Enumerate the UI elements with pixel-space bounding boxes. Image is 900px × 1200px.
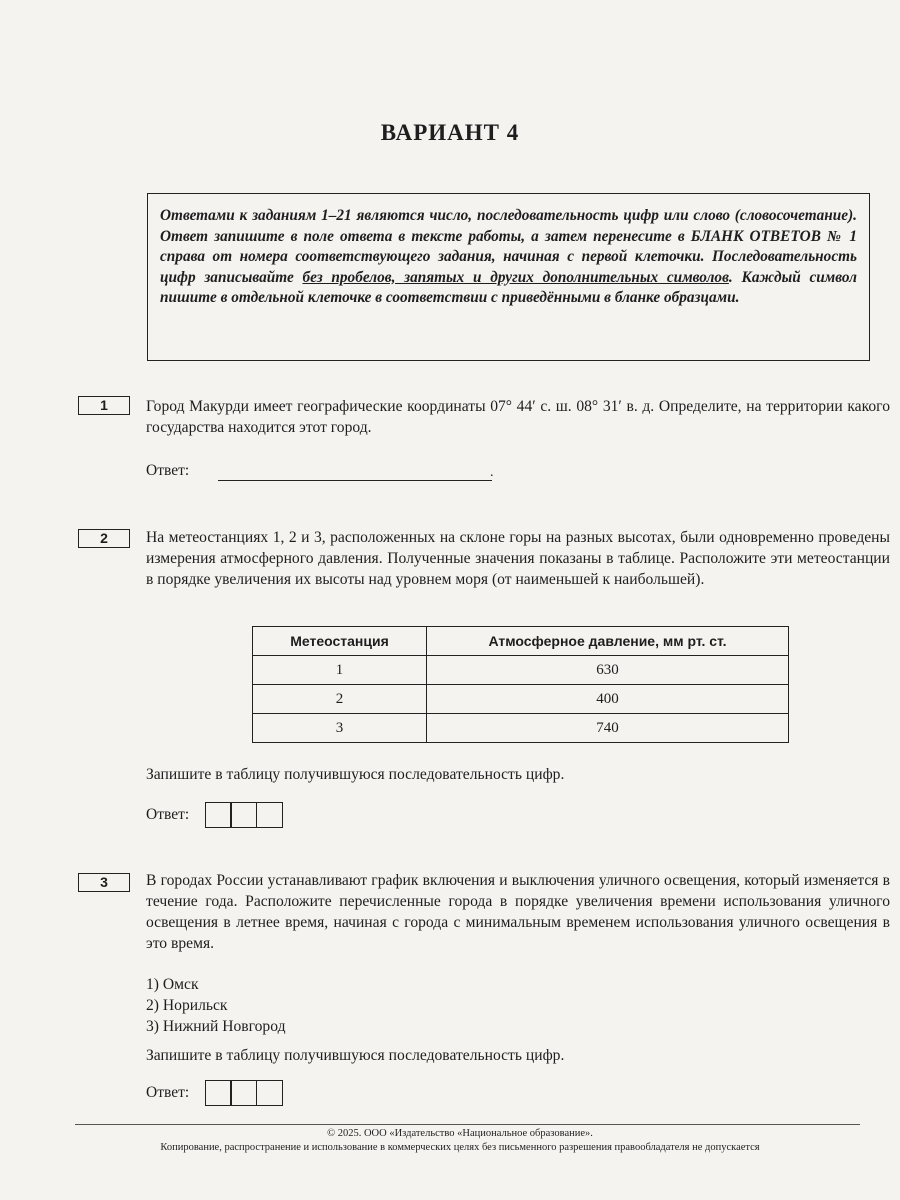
footer-divider <box>75 1124 860 1125</box>
table-cell-station: 2 <box>253 685 427 714</box>
question-3-instruction: Запишите в таблицу получившуюся последовательность цифр. <box>146 1047 565 1064</box>
table-cell-pressure: 400 <box>427 685 789 714</box>
footer-notice: Копирование, распространение и использование в коммерческих целях без письменного разрешения правообладателя не допускается <box>160 1142 760 1153</box>
page-title: ВАРИАНТ 4 <box>380 120 520 145</box>
answer-cell[interactable] <box>256 802 283 828</box>
answer-label-1: Ответ: <box>146 462 190 479</box>
question-3-text: В городах России устанавливают график включения и выключения уличного освещения, который изменяется в течение года. Расположите перечисленные города в порядке увеличения времени использования уличного освещения в летнее время, начиная с города с минимальным временем использования уличного освещения в это время. <box>146 872 890 952</box>
question-2-text: На метеостанциях 1, 2 и 3, расположенных на склоне горы на разных высотах, были одновременно проведены измерения атмосферного давления. Полученные значения показаны в таблице. Расположите эти метеостанции в порядке увеличения их высоты над уровнем моря (от наименьшей к наибольшей). <box>146 529 890 588</box>
table-cell-station: 3 <box>253 714 427 743</box>
question-number-3: 3 <box>78 873 130 892</box>
table-row <box>253 714 789 743</box>
table-cell-pressure: 740 <box>427 714 789 743</box>
answer-cell[interactable] <box>230 802 257 828</box>
footer-copyright: © 2025. ООО «Издательство «Национальное образование». <box>327 1128 593 1139</box>
weather-station-table <box>252 626 789 743</box>
option-2: 2) Норильск <box>146 997 228 1014</box>
table-cell-pressure: 630 <box>427 656 789 685</box>
answer-field-1[interactable] <box>218 480 492 481</box>
instructions-underlined: без пробелов, запятых и других дополнительных символов <box>302 268 729 286</box>
table-header-pressure: Атмосферное давление, мм рт. ст. <box>427 627 789 656</box>
question-1-text: Город Макурди имеет географические координаты 07° 44′ с. ш. 08° 31′ в. д. Определите, на территории какого государства находится этот город. <box>146 398 890 436</box>
table-header-station: Метеостанция <box>253 627 427 656</box>
instructions-text-end: . Каждый символ пишите в отдельной клеточке в соответствии с приведёнными в бланке образцами. <box>160 268 858 306</box>
option-1: 1) Омск <box>146 976 199 993</box>
answer-cell[interactable] <box>230 1080 257 1106</box>
table-cell-station: 1 <box>253 656 427 685</box>
question-number-1: 1 <box>78 396 130 415</box>
table-header-row <box>253 627 789 656</box>
table-row <box>253 656 789 685</box>
question-number-2: 2 <box>78 529 130 548</box>
answer-cell[interactable] <box>256 1080 283 1106</box>
instructions-text: Ответами к заданиям 1–21 являются число, последовательность цифр или слово (словосочетание). Ответ запишите в поле ответа в тексте работы, а затем перенесите в БЛАНК ОТВЕТОВ № 1 справа от номера соответствующего задания, начиная с первой клеточки. Последовательность цифр записывайте <box>160 207 857 286</box>
answer-cell[interactable] <box>205 802 232 828</box>
answer-label-3: Ответ: <box>146 1084 190 1101</box>
answer-label-2: Ответ: <box>146 806 190 823</box>
table-row <box>253 685 789 714</box>
answer-cell[interactable] <box>205 1080 232 1106</box>
answer-boxes-3[interactable] <box>206 1080 283 1106</box>
option-3: 3) Нижний Новгород <box>146 1018 286 1035</box>
answer-boxes-2[interactable] <box>206 802 283 828</box>
instructions-box <box>147 193 870 361</box>
question-2-instruction: Запишите в таблицу получившуюся последовательность цифр. <box>146 766 565 783</box>
answer-line-period: . <box>490 465 494 480</box>
